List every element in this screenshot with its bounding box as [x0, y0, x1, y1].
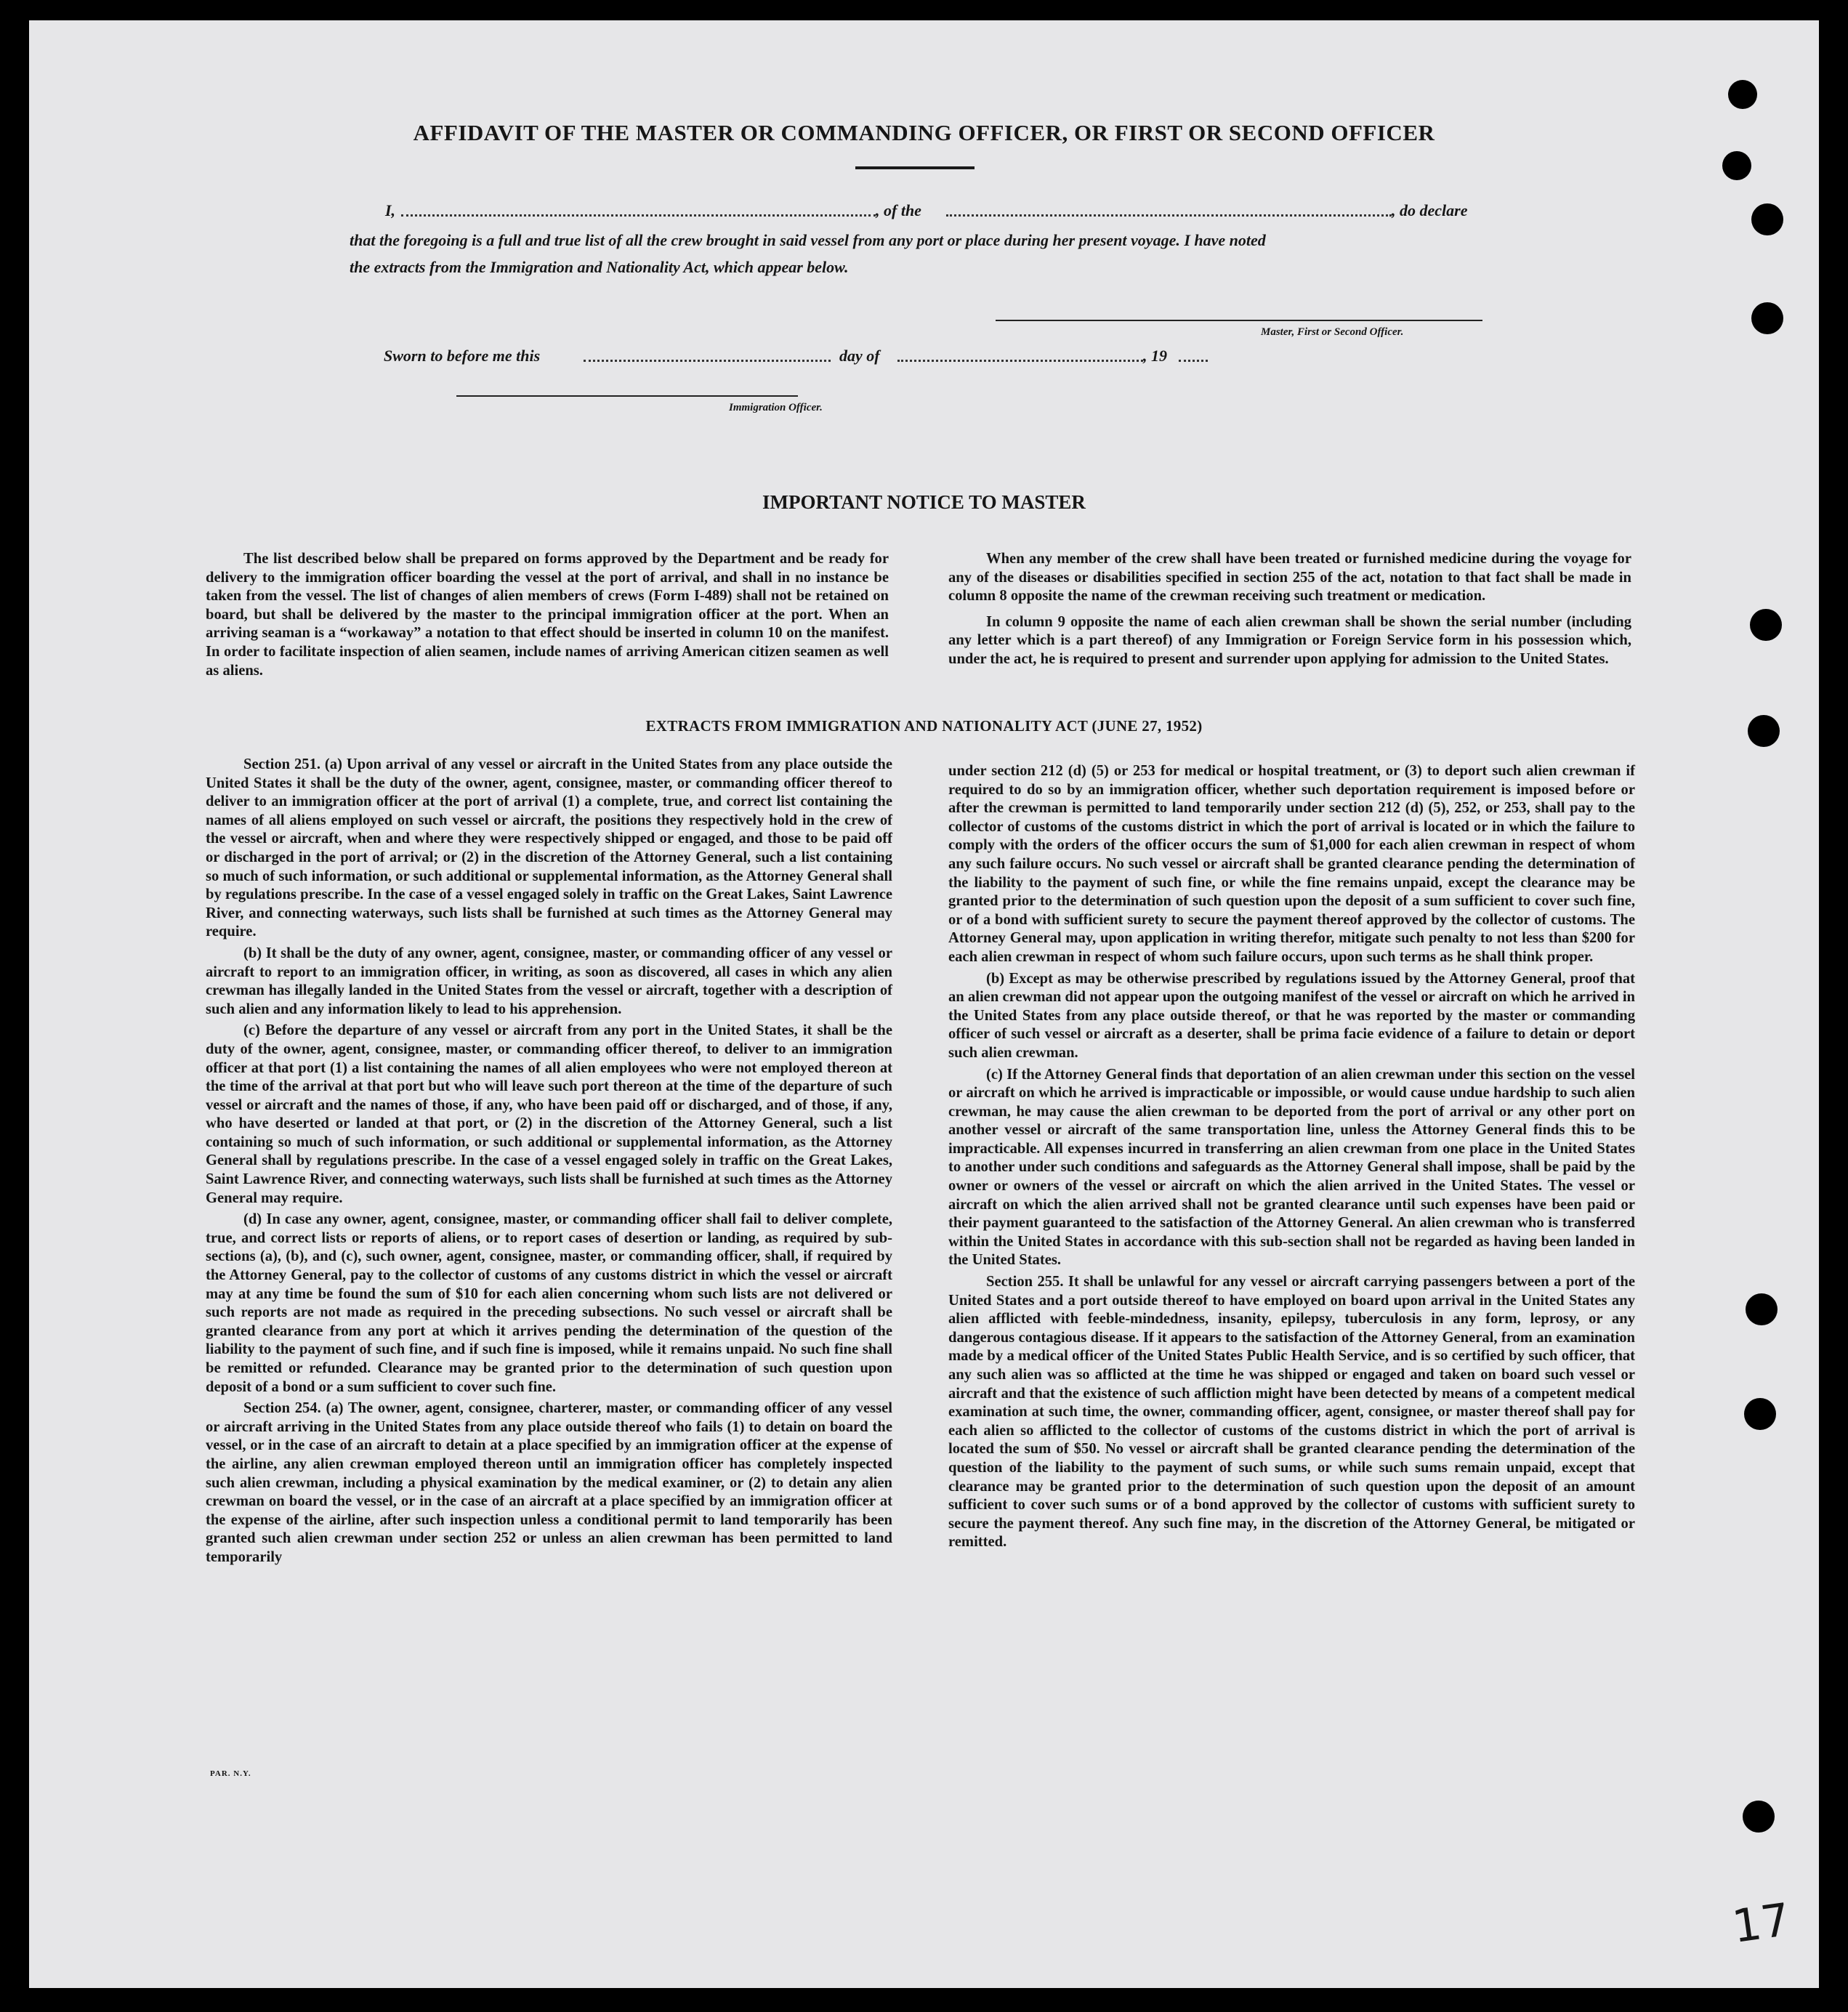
section-255: Section 255. It shall be unlawful for any vessel or aircraft carrying passengers between a port of the United States and a port outside thereof to have employed on board upon arrival in the United States any alien afflicted with feeble-mindedness, insanity, epilepsy, tuberculosis in any form, leprosy, or any dangerous contagious disease. If it appears to the satisfaction of the Attorney General, from an examination made by a medical officer of the United States Public Health Service, and is so certified by such officer, that any such alien was so afflicted at the time he was shipped or engaged and taken on board such vessel or aircraft and that the existence of such affliction might have been detected by means of a competent medical examination at such time, the owner, commanding officer, agent, consignee, or master thereof shall pay for each alien so afflicted to the collector of customs of the customs district in which the port of arrival is located the sum of $50. No vessel or aircraft shall be granted clearance pending the determination of the question of the liability to the payment of such sums, or while such sums remain unpaid, except that clearance may be granted prior to the determination of such question upon the deposit of an amount sufficient to cover such sums or of a bond approved by the collector of customs with sufficient surety to secure the payment thereof. Any such fine may, in the discretion of the Attorney General, be mitigated or remitted.	[948, 1274, 1635, 1551]
section-251-b: (b) It shall be the duty of any owner, agent, consignee, master, or commanding officer of any vessel or aircraft to report to an immigration officer, in writing, as soon as discovered, all cases in which any alien crewman has illegally landed in the United States from the vessel or aircraft, together with a description of such alien and any information likely to lead to his apprehension.	[206, 945, 892, 1017]
do-declare-label: , do declare	[1392, 201, 1468, 219]
printer-mark: PAR. N.Y.	[210, 1769, 251, 1778]
extracts-left-column	[206, 756, 892, 1570]
punch-hole	[1750, 609, 1782, 641]
extracts-title: EXTRACTS FROM IMMIGRATION AND NATIONALITY ACT (JUNE 27, 1952)	[645, 717, 1203, 735]
affidavit-title: AFFIDAVIT OF THE MASTER OR COMMANDING OFFICER, OR FIRST OR SECOND OFFICER	[413, 120, 1435, 145]
name-blank[interactable]	[401, 214, 876, 217]
i-label: I,	[385, 201, 396, 219]
sworn-label: Sworn to before me this	[384, 347, 541, 365]
section-251-a: Section 251. (a) Upon arrival of any vessel or aircraft in the United States from any place outside the United States it shall be the duty of the owner, agent, consignee, master, or commanding officer thereof to deliver to an immigration officer at the port of arrival (1) a complete, true, and correct list containing the names of all aliens employed on such vessel or aircraft, the positions they respectively hold in the crew of the vessel or aircraft, when and where they were respectively shipped or engaged, and those to be paid off or discharged in the port of arrival; or (2) in the discretion of the Attorney General, such a list containing so much of such information, or such additional or supplemental information, as the Attorney General shall by regulations prescribe. In the case of a vessel engaged solely in traffic on the Great Lakes, Saint Lawrence River, and connecting waterways, such lists shall be furnished at such times as the Attorney General may require.	[206, 756, 892, 940]
extracts-right-column	[948, 762, 1635, 1555]
sworn-day-blank[interactable]	[584, 360, 831, 362]
notice-right-paragraph-2: In column 9 opposite the name of each alien crewman shall be shown the serial number (including any letter which is a part thereof) of any Immigration or Foreign Service form in his possession which, under the act, he is required to present and surrender upon applying for admission to the United States.	[948, 613, 1631, 667]
section-254-c: (c) If the Attorney General finds that deportation of an alien crewman under this section on the vessel or aircraft on which he arrived is impracticable or impossible, or would cause undue hardship to such alien crewman, he may cause the alien crewman to be deported from the port of arrival or any other port on another vessel or aircraft of the same transportation line, unless the Attorney General finds this to be impracticable. All expenses incurred in transferring an alien crewman from one place in the United States to another under such conditions and safeguards as the Attorney General shall impose, shall be paid by the owner or owners of the vessel or aircraft on which the alien arrived in the United States. The vessel or aircraft on which the alien arrived shall not be granted clearance until such expenses have been paid or their payment guaranteed to the satisfaction of the Attorney General. An alien crewman who is transferred within the United States in accordance with this sub-section shall not be regarded as having been landed in the United States.	[948, 1066, 1635, 1269]
year-blank[interactable]	[1179, 360, 1208, 362]
title-divider	[855, 166, 975, 169]
section-254-b: (b) Except as may be otherwise prescribed by regulations issued by the Attorney General, proof that an alien crewman did not appear upon the outgoing manifest of the vessel or aircraft on which he arrived in the United States from any place outside thereof, or that he was reported by the master or commanding officer of such vessel or aircraft as a deserter, shall be prima facie evidence of a failure to detain or deport such alien crewman.	[948, 970, 1635, 1061]
officer-caption: Immigration Officer.	[729, 402, 823, 413]
declaration-line-1: that the foregoing is a full and true list of all the crew brought in said vessel from any port or place during her present voyage. I have noted	[350, 231, 1266, 249]
vessel-blank[interactable]	[946, 214, 1392, 217]
punch-hole	[1722, 151, 1751, 180]
declaration-line-2: the extracts from the Immigration and Nationality Act, which appear below.	[350, 258, 849, 276]
section-251-c: (c) Before the departure of any vessel or aircraft from any port in the United States, it shall be the duty of the owner, agent, consignee, master, or commanding officer thereof, to deliver to an immigration officer at that port (1) a list containing the names of all alien employees who were not employed thereon at the time of the arrival at that port but who will leave such port thereon at the time of the departure of such vessel or aircraft and the names of those, if any, who have been paid off or discharged, and of those, if any, who have deserted or landed at that port, or (2) in the discretion of the Attorney General, such a list containing so much of such information, or such additional or supplemental information, as the Attorney General shall by regulations prescribe. In the case of a vessel engaged solely in traffic on the Great Lakes, Saint Lawrence River, and connecting waterways, such lists shall be furnished at such times as the Attorney General may require.	[206, 1022, 892, 1206]
notice-left-column	[206, 550, 889, 683]
page-number: 17	[1729, 1892, 1793, 1954]
officer-signature-line[interactable]	[456, 395, 798, 397]
notice-title: IMPORTANT NOTICE TO MASTER	[762, 491, 1086, 513]
punch-hole	[1728, 80, 1757, 109]
punch-hole	[1751, 203, 1783, 235]
day-of-label: day of	[839, 347, 880, 365]
punch-hole	[1748, 715, 1780, 747]
punch-hole	[1751, 302, 1783, 334]
notice-left-paragraph: The list described below shall be prepared on forms approved by the Department and be ready for delivery to the immigration officer boarding the vessel at the port of arrival, and shall in no instance be taken from the vessel. The list of changes of alien members of crews (Form I-489) shall not be retained on board, but shall be delivered by the master to the principal immigration officer at the port. When an arriving seaman is a “workaway” a notation to that effect should be inserted in column 10 on the manifest. In order to facilitate inspection of alien seamen, include names of arriving American citizen seamen as well as aliens.	[206, 551, 889, 679]
notice-right-column	[948, 550, 1631, 672]
year-label: , 19	[1143, 347, 1167, 365]
signature-line[interactable]	[996, 320, 1482, 321]
notice-right-paragraph-1: When any member of the crew shall have been treated or furnished medicine during the voyage for any of the diseases or disabilities specified in section 255 of the act, notation to that fact shall be made in column 8 opposite the name of the crewman receiving such treatment or medication.	[948, 551, 1631, 605]
punch-hole	[1743, 1801, 1775, 1833]
section-254-a: Section 254. (a) The owner, agent, consignee, charterer, master, or commanding officer of any vessel or aircraft arriving in the United States from any place outside thereof who fails (1) to detain on board the vessel, or in the case of an aircraft to detain at a place specified by an immigration officer at the expense of the airline, any alien crewman employed thereon until an immigration officer has completely inspected such alien crewman, including a physical examination by the medical examiner, or (2) to detain any alien crewman on board the vessel, or in the case of an aircraft at a place specified by an immigration officer at the expense of the airline, after such inspection unless a conditional permit to land temporarily has been granted such alien crewman under section 252 or unless an alien crewman has been permitted to land temporarily	[206, 1400, 892, 1565]
section-254-a-continued: under section 212 (d) (5) or 253 for medical or hospital treatment, or (3) to deport such alien crewman if required to do so by an immigration officer, whether such deportation requirement is imposed before or after the crewman is permitted to land temporarily under section 212 (d) (5), 252, or 253, shall pay to the collector of customs of the customs district in which the port of arrival is located or in which the failure to comply with the orders of the officer occurs the sum of $1,000 for each alien crewman in respect of whom any such failure occurs. No such vessel or aircraft shall be granted clearance pending the determination of the liability to the payment of such fine, or while the fine remains unpaid, except the clearance may be granted prior to the determination of such question upon the deposit of a sum sufficient to cover such fine, or of a bond with sufficient surety to secure the payment thereof approved by the collector of customs. The Attorney General may, upon application in writing therefor, mitigate such penalty to not less than $200 for each alien crewman in respect of whom such failure occurs, upon such terms as he shall think proper.	[948, 763, 1635, 965]
punch-hole	[1746, 1293, 1778, 1325]
punch-hole	[1744, 1398, 1776, 1430]
of-the-label: , of the	[876, 201, 921, 219]
sworn-month-blank[interactable]	[897, 360, 1143, 362]
section-251-d: (d) In case any owner, agent, consignee, master, or commanding officer shall fail to deliver complete, true, and correct lists or reports of aliens, or to report cases of desertion or landing, as required by sub-sections (a), (b), and (c), such owner, agent, consignee, master, or commanding officer, shall, if required by the Attorney General, pay to the collector of customs of any customs district in which the vessel or aircraft may at any time be found the sum of $10 for each alien concerning whom such lists are not delivered or such reports are not made as required in the preceding subsections. No such vessel or aircraft shall be granted clearance from any port at which it arrives pending the determination of the question of the liability to the payment of such fine, and if such fine is imposed, while it remains unpaid. No such fine shall be remitted or refunded. Clearance may be granted prior to the determination of such question upon deposit of a bond or a sum sufficient to cover such fine.	[206, 1211, 892, 1395]
signature-caption: Master, First or Second Officer.	[1261, 326, 1404, 338]
